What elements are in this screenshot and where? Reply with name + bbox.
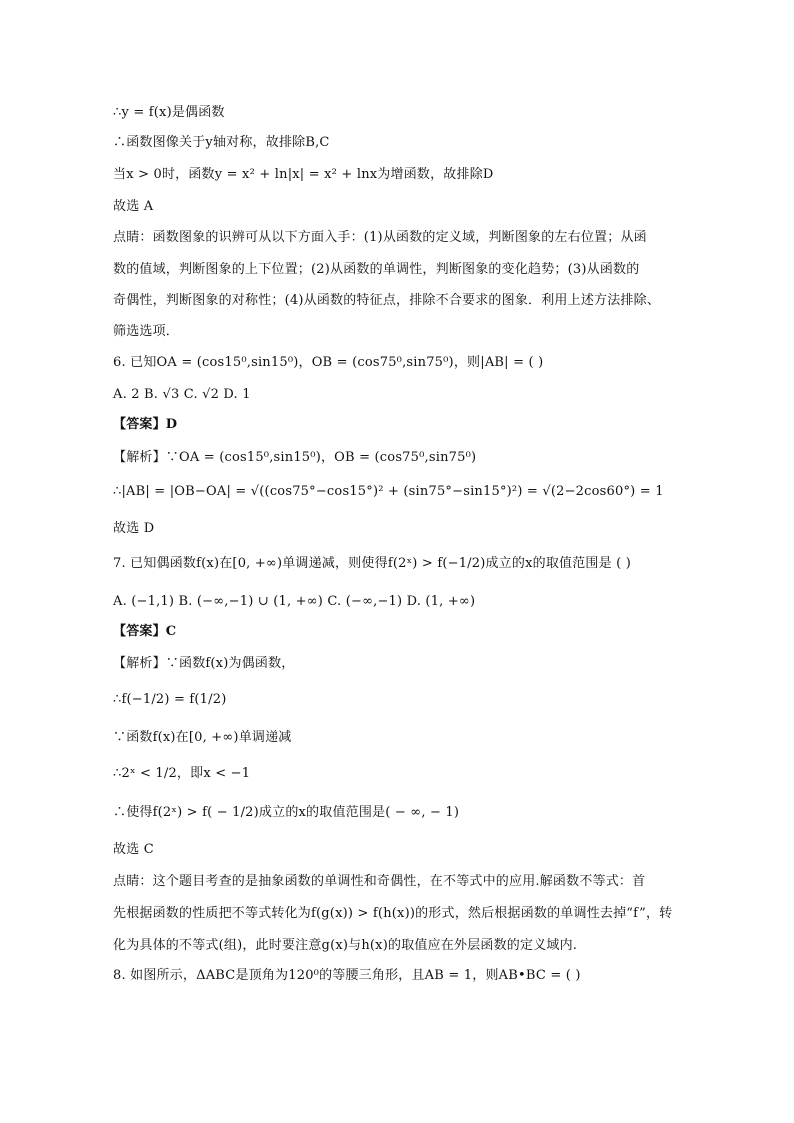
question-7: 7. 已知偶函数f(x)在[0, +∞)单调递减，则使得f(2ˣ) > f(−1/2)成立的x的取值范围是 ( ) xyxy=(113,556,632,571)
analysis-7-line-5: ∴使得f(2ˣ) > f( − 1/2)成立的x的取值范围是( − ∞, − 1) xyxy=(113,805,460,820)
answer-6: 【答案】D xyxy=(113,417,178,432)
text-line-1: ∴y = f(x)是偶函数 xyxy=(113,105,225,120)
question-6-options: A. 2 B. √3 C. √2 D. 1 xyxy=(113,387,251,402)
analysis-6-line-2: ∴|AB| = |OB−OA| = √((cos75°−cos15°)² + (sin75°−sin15°)²) = √(2−2cos60°) = 1 xyxy=(113,484,664,499)
analysis-7-line-3: ∵函数f(x)在[0, +∞)单调递减 xyxy=(113,730,292,745)
tip2-line-1: 点睛：这个题目考查的是抽象函数的单调性和奇偶性，在不等式中的应用.解函数不等式：首 xyxy=(113,874,646,889)
question-6: 6. 已知OA = (cos15⁰,sin15⁰)，OB = (cos75⁰,sin75⁰)，则|AB| = ( ) xyxy=(113,355,544,370)
analysis-7-line-4: ∴2ˣ < 1/2，即x < −1 xyxy=(113,766,251,781)
tip-line-3: 奇偶性，判断图象的对称性；(4)从函数的特征点，排除不合要求的图象．利用上述方法排除、 xyxy=(113,293,661,308)
text-line-4: 故选 A xyxy=(113,199,154,214)
text-line-3: 当x > 0时，函数y = x² + ln|x| = x² + lnx为增函数，故排除D xyxy=(113,167,494,182)
analysis-6-line-1: 【解析】∵OA = (cos15⁰,sin15⁰)，OB = (cos75⁰,sin75⁰) xyxy=(113,450,477,465)
question-7-options: A. (−1,1) B. (−∞,−1) ∪ (1, +∞) C. (−∞,−1) D. (1, +∞) xyxy=(113,594,476,609)
choose-6: 故选 D xyxy=(113,521,155,536)
choose-7: 故选 C xyxy=(113,842,154,857)
tip2-line-3: 化为具体的不等式(组)，此时要注意g(x)与h(x)的取值应在外层函数的定义域内. xyxy=(113,938,578,953)
tip-line-2: 数的值域，判断图象的上下位置；(2)从函数的单调性，判断图象的变化趋势；(3)从函数的 xyxy=(113,262,640,277)
text-line-2: ∴函数图像关于y轴对称，故排除B,C xyxy=(113,135,330,150)
analysis-7-line-1: 【解析】∵函数f(x)为偶函数， xyxy=(113,656,295,671)
question-8: 8. 如图所示，ΔABC是顶角为120⁰的等腰三角形，且AB = 1，则AB•BC = ( ) xyxy=(113,968,581,983)
tip-line-4: 筛选选项． xyxy=(113,324,180,339)
tip2-line-2: 先根据函数的性质把不等式转化为f(g(x)) > f(h(x))的形式，然后根据函数的单调性去掉“f”，转 xyxy=(113,906,673,921)
analysis-7-line-2: ∴f(−1/2) = f(1/2) xyxy=(113,692,227,707)
tip-line-1: 点睛：函数图象的识辨可从以下方面入手：(1)从函数的定义域，判断图象的左右位置；从函 xyxy=(113,230,647,245)
answer-7: 【答案】C xyxy=(113,624,177,639)
